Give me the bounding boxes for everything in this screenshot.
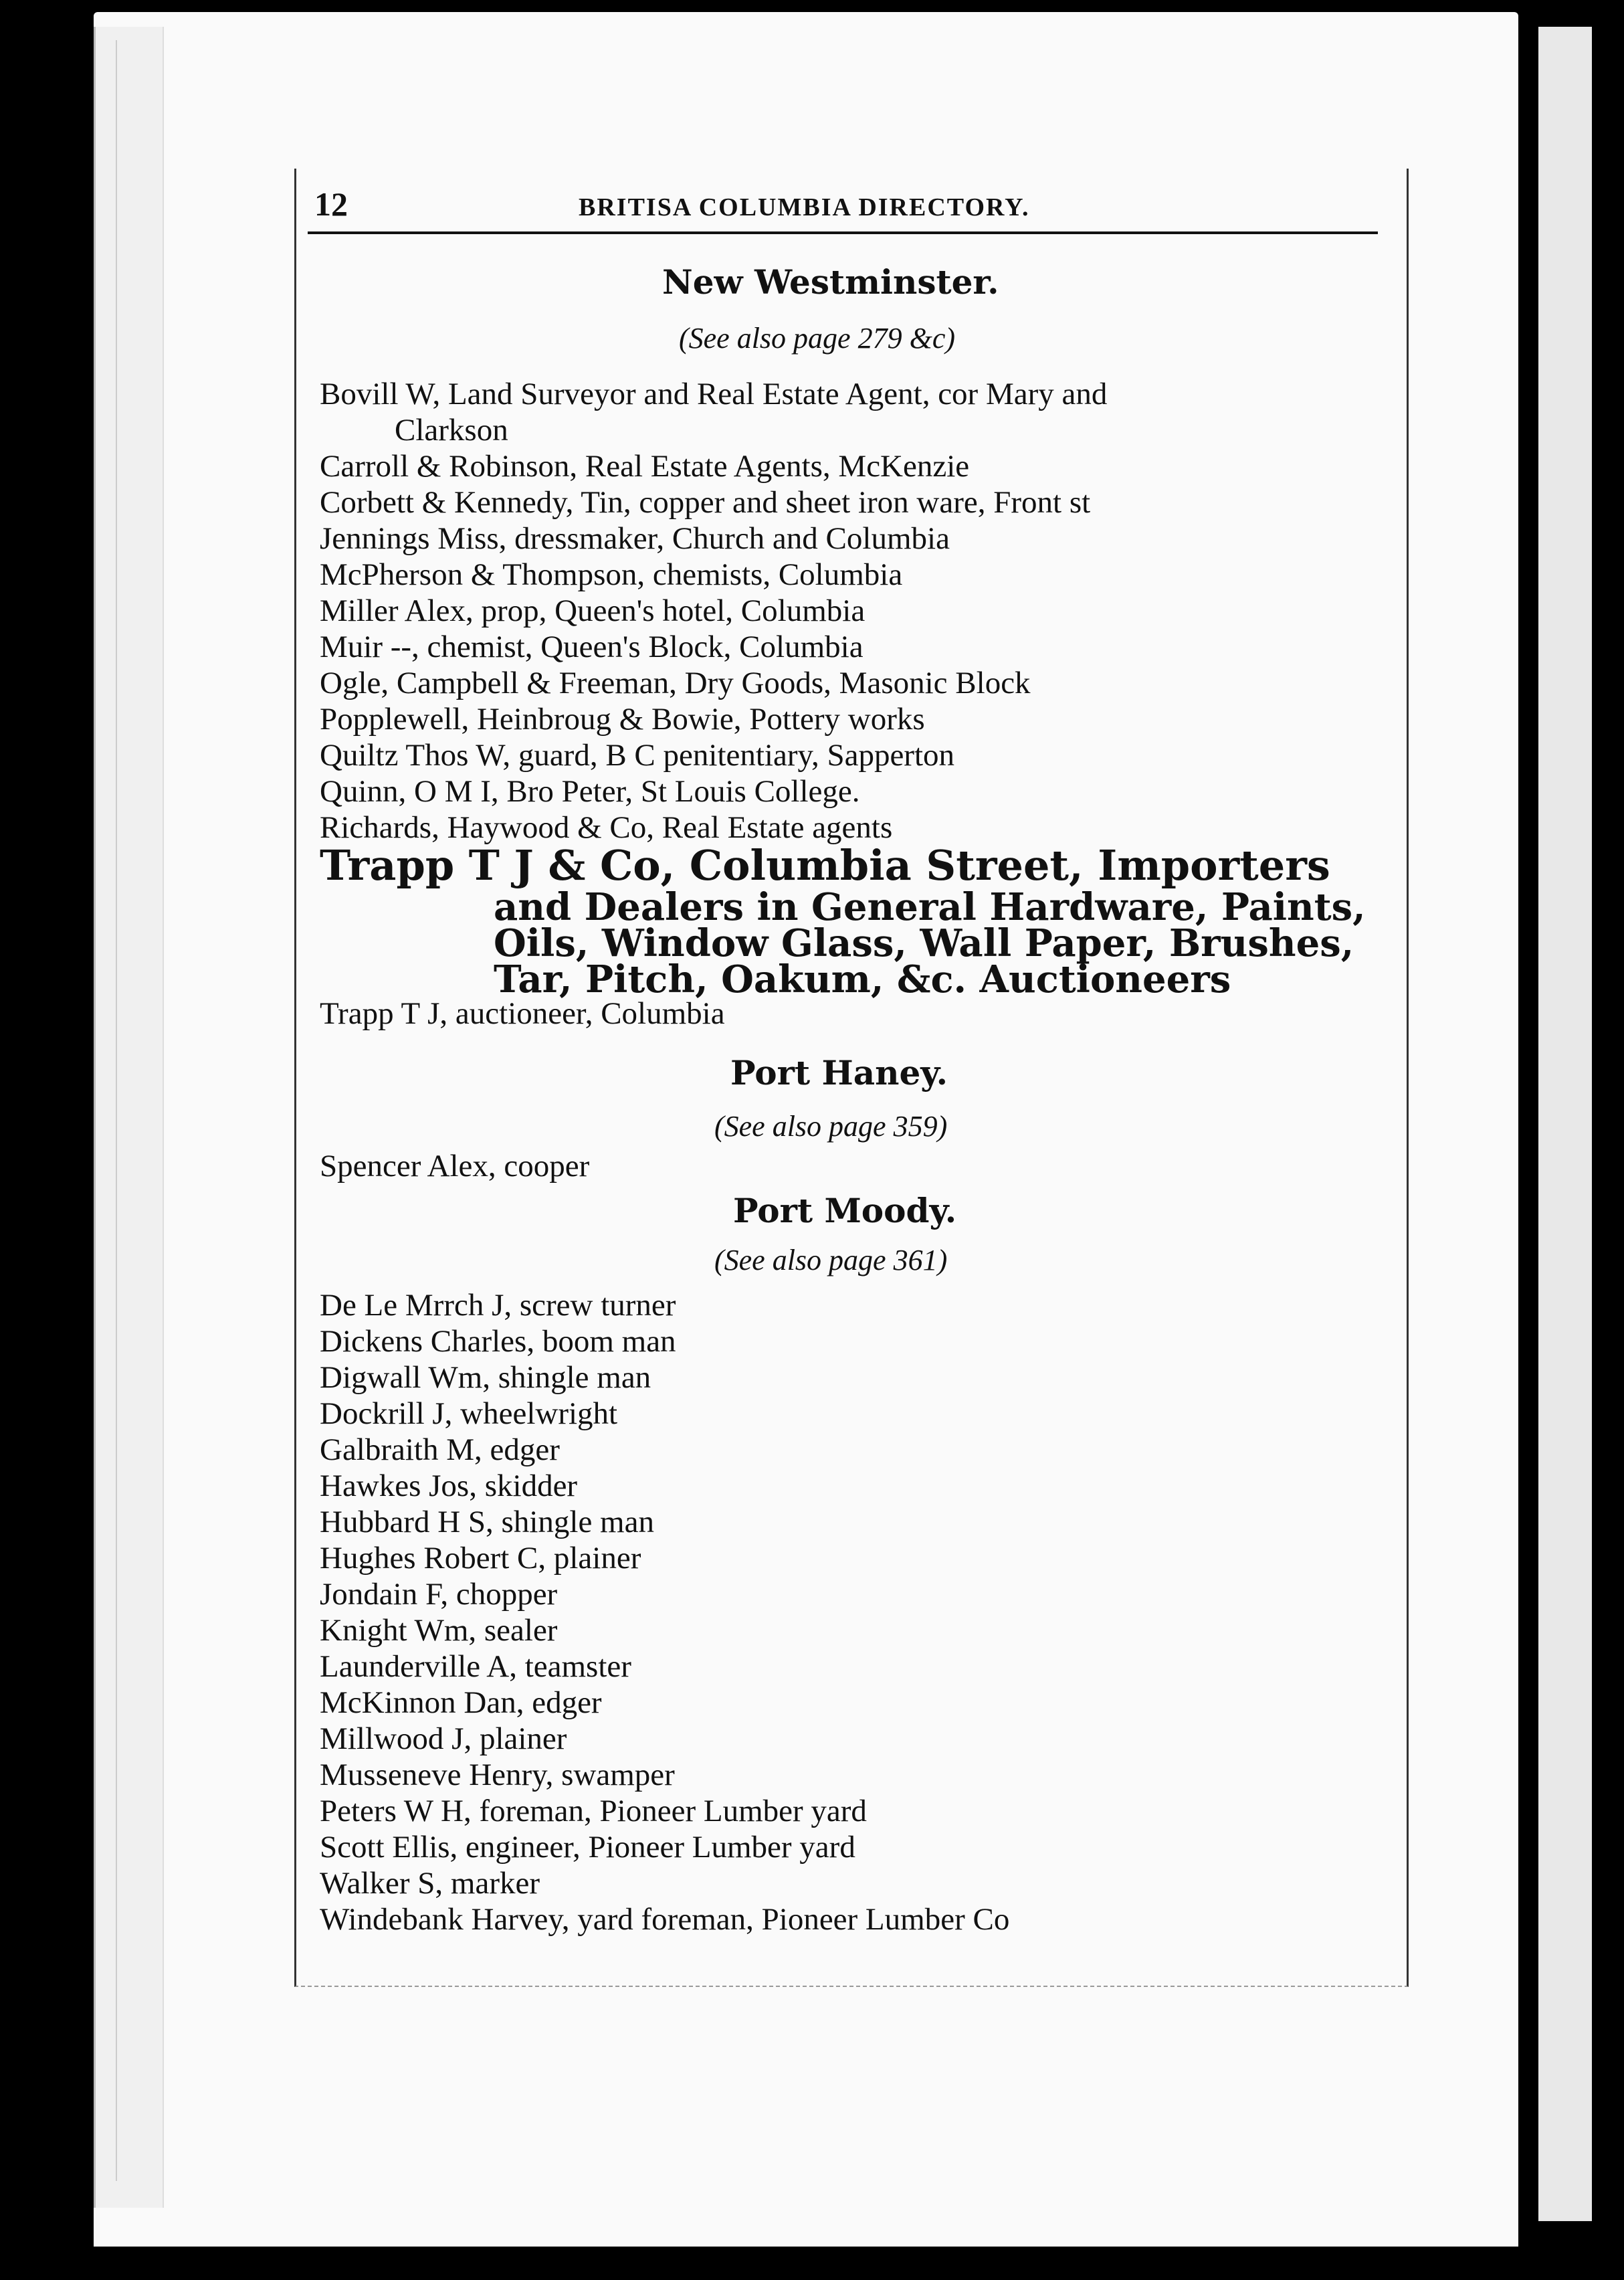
- entry: Spencer Alex, cooper: [320, 1149, 590, 1183]
- entry: Ogle, Campbell & Freeman, Dry Goods, Masonic Block: [320, 666, 1031, 700]
- page-number: 12: [314, 185, 348, 223]
- entry: Jondain F, chopper: [320, 1577, 558, 1612]
- running-title: BRITISA COLUMBIA DIRECTORY.: [579, 193, 1030, 221]
- entry: Quiltz Thos W, guard, B C penitentiary, Sapperton: [320, 738, 955, 773]
- entry-continuation: Clarkson: [395, 413, 508, 448]
- advert-line: Oils, Window Glass, Wall Paper, Brushes,: [494, 921, 1354, 965]
- advert-line: Tar, Pitch, Oakum, &c. Auctioneers: [494, 957, 1231, 1002]
- header-rule: [308, 231, 1378, 234]
- entry: Hughes Robert C, plainer: [320, 1541, 641, 1576]
- entry: Peters W H, foreman, Pioneer Lumber yard: [320, 1794, 867, 1828]
- section-heading-new-westminster: New Westminster.: [662, 262, 999, 302]
- running-head: [314, 185, 1385, 231]
- entry: Quinn, O M I, Bro Peter, St Louis College.: [320, 774, 860, 809]
- entry: Muir --, chemist, Queen's Block, Columbia: [320, 630, 864, 664]
- entry: Hawkes Jos, skidder: [320, 1468, 578, 1503]
- entry: Bovill W, Land Surveyor and Real Estate Agent, cor Mary and: [320, 377, 1108, 411]
- entry: Miller Alex, prop, Queen's hotel, Columbia: [320, 593, 866, 628]
- see-also-port-haney: (See also page 359): [714, 1110, 948, 1143]
- page-edge: [94, 27, 164, 2208]
- entry: Popplewell, Heinbroug & Bowie, Pottery works: [320, 702, 925, 737]
- entry: De Le Mrrch J, screw turner: [320, 1288, 676, 1323]
- entry: Dickens Charles, boom man: [320, 1324, 676, 1359]
- entry: Richards, Haywood & Co, Real Estate agents: [320, 810, 893, 845]
- entry: Hubbard H S, shingle man: [320, 1505, 654, 1539]
- section-heading-port-haney: Port Haney.: [730, 1053, 948, 1092]
- entry: Jennings Miss, dressmaker, Church and Columbia: [320, 521, 950, 556]
- see-also-new-westminster: (See also page 279 &c): [679, 322, 955, 355]
- entry: Millwood J, plainer: [320, 1721, 567, 1756]
- see-also-port-moody: (See also page 361): [714, 1244, 948, 1276]
- advert-line: Trapp T J & Co, Columbia Street, Importers: [320, 841, 1330, 890]
- entry: Galbraith M, edger: [320, 1432, 560, 1467]
- entry: Trapp T J, auctioneer, Columbia: [320, 996, 725, 1031]
- entry: Launderville A, teamster: [320, 1649, 631, 1684]
- entry: Windebank Harvey, yard foreman, Pioneer Lumber Co: [320, 1902, 1010, 1937]
- entry: Corbett & Kennedy, Tin, copper and sheet iron ware, Front st: [320, 485, 1091, 520]
- entry: Walker S, marker: [320, 1866, 540, 1901]
- entry: Digwall Wm, shingle man: [320, 1360, 651, 1395]
- entry: Scott Ellis, engineer, Pioneer Lumber yard: [320, 1830, 855, 1865]
- section-heading-port-moody: Port Moody.: [733, 1191, 957, 1230]
- entry: Carroll & Robinson, Real Estate Agents, McKenzie: [320, 449, 970, 484]
- adjacent-page-edge: [1538, 27, 1592, 2221]
- entry: McKinnon Dan, edger: [320, 1685, 602, 1720]
- entry: Musseneve Henry, swamper: [320, 1758, 675, 1792]
- advert-line: and Dealers in General Hardware, Paints,: [494, 885, 1366, 929]
- entry: Knight Wm, sealer: [320, 1613, 558, 1648]
- entry: Dockrill J, wheelwright: [320, 1396, 618, 1431]
- entry: McPherson & Thompson, chemists, Columbia: [320, 557, 903, 592]
